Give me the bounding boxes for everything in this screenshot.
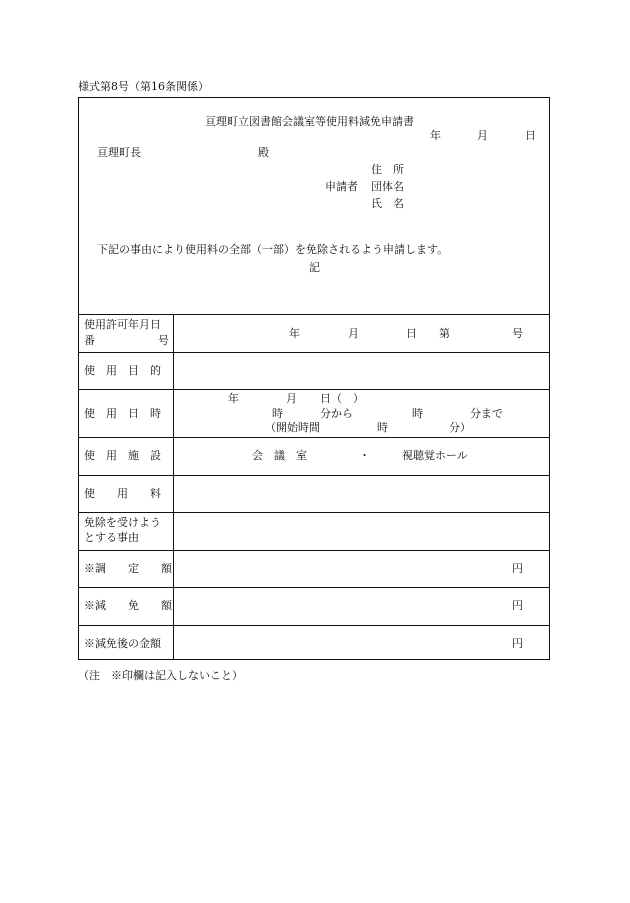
datetime-start-min-unit: 分） [449, 421, 471, 434]
divider [78, 437, 550, 438]
applicant-name-label: 氏 名 [371, 197, 404, 210]
reason-label-line1: 免除を受けよう [84, 516, 161, 529]
reason-label-line2: とする事由 [84, 531, 139, 544]
date-day-unit: 日 [525, 129, 536, 142]
exemption-yen-unit: 円 [512, 599, 523, 612]
facility-label: 使 用 施 設 [84, 449, 161, 462]
permit-label-ban: 番 [84, 334, 95, 347]
fee-label: 使 用 料 [84, 487, 161, 500]
datetime-hour1-unit: 時 [272, 407, 283, 420]
after-exemption-yen-unit: 円 [512, 637, 523, 650]
divider [78, 587, 550, 588]
applicant-address-label: 住 所 [371, 163, 404, 176]
date-month-unit: 月 [477, 129, 488, 142]
request-text: 下記の事由により使用料の全部（一部）を免除されるよう申請します。 [97, 243, 449, 256]
permit-go-unit: 号 [512, 327, 523, 340]
facility-separator: ・ [359, 449, 370, 462]
column-divider [173, 314, 174, 660]
assessed-label: ※調 定 額 [84, 562, 172, 575]
divider [78, 475, 550, 476]
datetime-year-unit: 年 [228, 392, 239, 405]
facility-option-av-hall: 視聴覚ホール [402, 449, 468, 462]
datetime-month-unit: 月 [286, 392, 297, 405]
after-exemption-label: ※減免後の金額 [84, 637, 161, 650]
style-number: 様式第8号（第16条関係） [78, 80, 209, 93]
divider [78, 314, 550, 315]
datetime-day-unit: 日（ ） [320, 392, 364, 405]
datetime-min1-unit: 分から [320, 407, 353, 420]
divider [78, 352, 550, 353]
ki-heading: 記 [309, 261, 320, 274]
datetime-start-label: （開始時間 [265, 421, 320, 434]
footnote: （注 ※印欄は記入しないこと） [78, 669, 243, 682]
divider [78, 550, 550, 551]
addressee-name: 亘理町長 [97, 146, 141, 159]
form-title: 亘理町立図書館会議室等使用料減免申請書 [205, 115, 414, 128]
permit-label-go: 号 [158, 334, 169, 347]
assessed-yen-unit: 円 [512, 562, 523, 575]
divider [78, 512, 550, 513]
permit-day-unit: 日 [406, 327, 417, 340]
datetime-start-hour-unit: 時 [377, 421, 388, 434]
date-year-unit: 年 [430, 129, 441, 142]
divider [78, 625, 550, 626]
facility-option-meeting-room: 会 議 室 [252, 449, 307, 462]
datetime-hour2-unit: 時 [412, 407, 423, 420]
applicant-label: 申請者 [325, 180, 358, 193]
purpose-label: 使 用 目 的 [84, 364, 161, 377]
addressee-honorific: 殿 [258, 146, 269, 159]
permit-dai: 第 [439, 327, 450, 340]
datetime-min2-unit: 分まで [470, 407, 503, 420]
permit-label-line1: 使用許可年月日 [84, 318, 161, 331]
exemption-label: ※減 免 額 [84, 599, 172, 612]
permit-month-unit: 月 [348, 327, 359, 340]
applicant-organization-label: 団体名 [371, 180, 404, 193]
permit-year-unit: 年 [289, 327, 300, 340]
divider [78, 389, 550, 390]
datetime-label: 使 用 日 時 [84, 407, 161, 420]
